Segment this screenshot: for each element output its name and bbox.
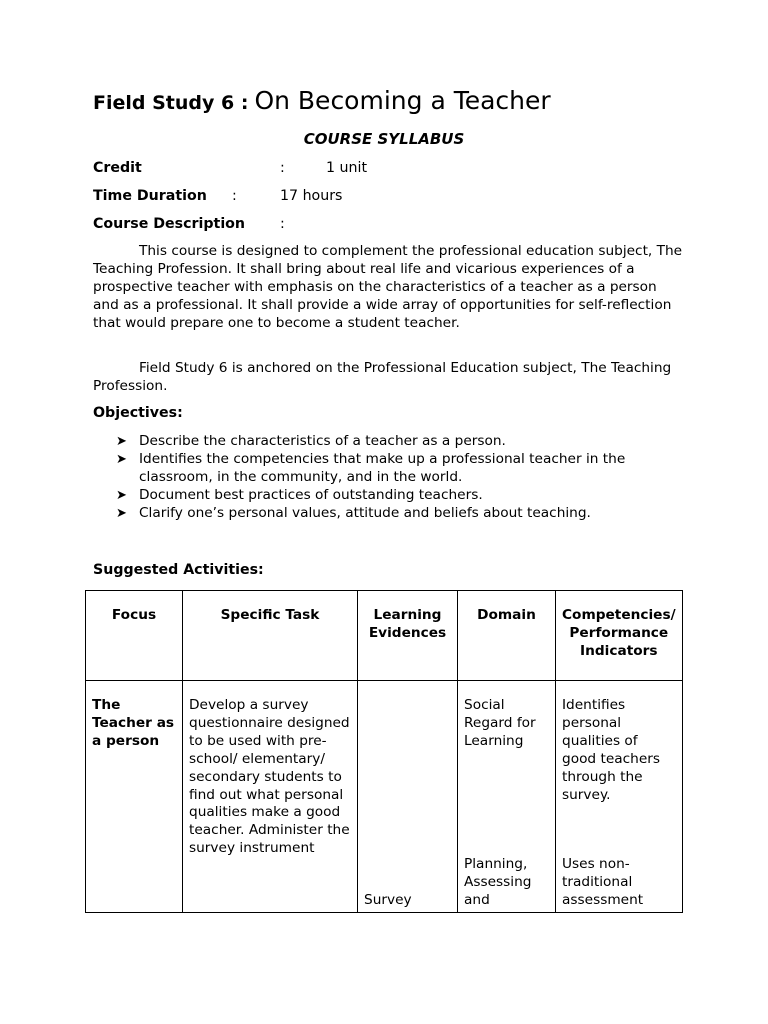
list-item: ➤ Identifies the competencies that make up a professional teacher in the classroom, in the community, and in the world. xyxy=(116,450,626,485)
credit-colon: : xyxy=(280,160,285,176)
competency-cell xyxy=(556,681,683,913)
description-colon: : xyxy=(280,216,285,232)
focus-cell: The Teacher as a person xyxy=(86,681,183,913)
table-row xyxy=(86,681,683,913)
learning-evidences-header: Learning Evidences xyxy=(358,591,458,681)
anchor-paragraph: Field Study 6 is anchored on the Professional Education subject, The Teaching Profession. xyxy=(93,360,672,394)
list-item: ➤ Describe the characteristics of a teacher as a person. xyxy=(116,433,506,449)
description-paragraph: This course is designed to complement the professional education subject, The Teaching Profession. It shall bring about real life and vicarious experiences of a prospective teacher with emphasis on the characteristics of a teacher as a person and as a professional. It shall provide a wide array of opportunities for self-reflection that would prepare one to become a student teacher. xyxy=(93,243,683,331)
title-main: On Becoming a Teacher xyxy=(254,86,551,115)
list-item: ➤ Document best practices of outstanding teachers. xyxy=(116,486,483,503)
learning-evidence-cell xyxy=(358,681,458,913)
arrow-bullet-icon: ➤ xyxy=(116,487,127,503)
competency-identifies: Identifies personal qualities of good teachers through the survey. xyxy=(562,697,661,803)
arrow-bullet-icon: ➤ xyxy=(116,434,127,449)
course-syllabus-subtitle: COURSE SYLLABUS xyxy=(303,130,465,148)
focus-header: Focus xyxy=(86,591,183,681)
title-prefix: Field Study 6 : xyxy=(93,92,249,114)
objectives-list xyxy=(93,433,683,523)
description-label: Course Description xyxy=(93,216,246,232)
domain-cell xyxy=(458,681,556,913)
domain-social: Social Regard for Learning xyxy=(464,697,536,749)
page-title xyxy=(93,86,713,115)
credit-value: 1 unit xyxy=(326,160,368,176)
credit-label: Credit xyxy=(93,160,142,176)
specific-task-cell: Develop a survey questionnaire designed to be used with pre-school/ elementary/ secondary students to find out what personal qualities make a good teacher. Administer the survey instrument xyxy=(183,681,358,913)
specific-task-header: Specific Task xyxy=(183,591,358,681)
arrow-bullet-icon: ➤ xyxy=(116,451,127,467)
competency-uses: Uses non-traditional assessment xyxy=(562,856,644,908)
competencies-header: Competencies/ Performance Indicators xyxy=(556,591,683,681)
activities-heading: Suggested Activities: xyxy=(93,562,264,578)
table-header-row xyxy=(86,591,683,681)
domain-header: Domain xyxy=(458,591,556,681)
arrow-bullet-icon: ➤ xyxy=(116,505,127,521)
objectives-heading: Objectives: xyxy=(93,405,183,421)
list-item: ➤ Clarify one’s personal values, attitude and beliefs about teaching. xyxy=(116,504,591,521)
duration-label: Time Duration xyxy=(93,188,207,204)
domain-planning: Planning, Assessing and xyxy=(464,856,532,908)
duration-value: 17 hours xyxy=(280,188,343,204)
activities-table xyxy=(85,590,683,913)
duration-colon: : xyxy=(232,188,237,204)
evidence-survey: Survey xyxy=(364,892,412,908)
